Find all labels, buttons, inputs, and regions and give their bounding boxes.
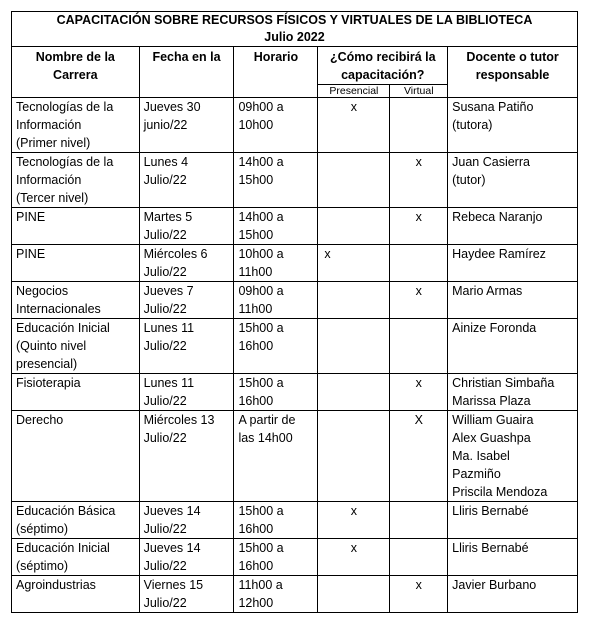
- cell-docente: Haydee Ramírez: [448, 245, 578, 282]
- cell-fecha: Jueves 30 junio/22: [139, 98, 234, 153]
- header-fecha: Fecha en la: [139, 47, 234, 98]
- header-presencial: Presencial: [318, 85, 390, 98]
- cell-virtual-mark: x: [390, 282, 448, 319]
- cell-presencial-mark: [318, 208, 390, 245]
- cell-presencial-mark: x: [318, 502, 390, 539]
- cell-virtual-mark: x: [390, 374, 448, 411]
- cell-fecha: Lunes 11 Julio/22: [139, 374, 234, 411]
- cell-carrera: Agroindustrias: [12, 576, 140, 613]
- table-row: [12, 245, 578, 282]
- document-page: [11, 11, 578, 613]
- table-row: [12, 502, 578, 539]
- cell-docente: Lliris Bernabé: [448, 502, 578, 539]
- cell-horario: 11h00 a 12h00: [234, 576, 318, 613]
- cell-presencial-mark: x: [318, 98, 390, 153]
- cell-horario: 15h00 a 16h00: [234, 319, 318, 374]
- cell-fecha: Jueves 14 Julio/22: [139, 502, 234, 539]
- cell-carrera: Educación Inicial (Quinto nivel presencial): [12, 319, 140, 374]
- cell-carrera: Tecnologías de la Información (Tercer nivel): [12, 153, 140, 208]
- cell-docente: William Guaira Alex Guashpa Ma. Isabel Pazmiño Priscila Mendoza: [448, 411, 578, 502]
- cell-docente: Mario Armas: [448, 282, 578, 319]
- table-row: [12, 319, 578, 374]
- cell-presencial-mark: [318, 411, 390, 502]
- cell-presencial-mark: x: [318, 539, 390, 576]
- title-line-1: CAPACITACIÓN SOBRE RECURSOS FÍSICOS Y VIRTUALES DE LA BIBLIOTECA: [56, 13, 533, 27]
- cell-presencial-mark: [318, 153, 390, 208]
- cell-fecha: Lunes 4 Julio/22: [139, 153, 234, 208]
- cell-fecha: Miércoles 13 Julio/22: [139, 411, 234, 502]
- cell-presencial-mark: [318, 319, 390, 374]
- cell-horario: 09h00 a 10h00: [234, 98, 318, 153]
- cell-horario: A partir de las 14h00: [234, 411, 318, 502]
- cell-carrera: Fisioterapia: [12, 374, 140, 411]
- cell-virtual-mark: [390, 98, 448, 153]
- cell-fecha: Martes 5 Julio/22: [139, 208, 234, 245]
- header-horario: Horario: [234, 47, 318, 98]
- cell-docente: Rebeca Naranjo: [448, 208, 578, 245]
- cell-docente: Javier Burbano: [448, 576, 578, 613]
- title-row: [12, 12, 578, 47]
- cell-presencial-mark: [318, 576, 390, 613]
- cell-virtual-mark: [390, 319, 448, 374]
- cell-docente: Lliris Bernabé: [448, 539, 578, 576]
- cell-horario: 09h00 a 11h00: [234, 282, 318, 319]
- cell-carrera: Educación Básica (séptimo): [12, 502, 140, 539]
- cell-horario: 15h00 a 16h00: [234, 539, 318, 576]
- cell-carrera: Tecnologías de la Información (Primer nivel): [12, 98, 140, 153]
- header-modalidad: ¿Cómo recibirá la capacitación?: [318, 47, 448, 85]
- cell-virtual-mark: x: [390, 153, 448, 208]
- cell-docente: Susana Patiño (tutora): [448, 98, 578, 153]
- cell-virtual-mark: [390, 502, 448, 539]
- cell-horario: 14h00 a 15h00: [234, 208, 318, 245]
- table-row: [12, 208, 578, 245]
- header-virtual: Virtual: [390, 85, 448, 98]
- cell-carrera: PINE: [12, 208, 140, 245]
- cell-carrera: PINE: [12, 245, 140, 282]
- table-row: [12, 411, 578, 502]
- cell-virtual-mark: [390, 539, 448, 576]
- cell-docente: Juan Casierra (tutor): [448, 153, 578, 208]
- cell-horario: 10h00 a 11h00: [234, 245, 318, 282]
- cell-docente: Ainize Foronda: [448, 319, 578, 374]
- cell-virtual-mark: [390, 245, 448, 282]
- cell-carrera: Educación Inicial (séptimo): [12, 539, 140, 576]
- table-row: [12, 576, 578, 613]
- cell-virtual-mark: x: [390, 576, 448, 613]
- table-row: [12, 539, 578, 576]
- header-docente: Docente o tutor responsable: [448, 47, 578, 98]
- header-carrera: Nombre de la Carrera: [12, 47, 140, 98]
- table-row: [12, 153, 578, 208]
- table-row: [12, 374, 578, 411]
- table-row: [12, 98, 578, 153]
- cell-fecha: Viernes 15 Julio/22: [139, 576, 234, 613]
- cell-presencial-mark: [318, 374, 390, 411]
- cell-carrera: Negocios Internacionales: [12, 282, 140, 319]
- table-body: [12, 98, 578, 613]
- cell-fecha: Jueves 7 Julio/22: [139, 282, 234, 319]
- header-row: [12, 47, 578, 85]
- training-schedule-table: [11, 11, 578, 613]
- cell-horario: 15h00 a 16h00: [234, 502, 318, 539]
- table-row: [12, 282, 578, 319]
- cell-carrera: Derecho: [12, 411, 140, 502]
- cell-fecha: Jueves 14 Julio/22: [139, 539, 234, 576]
- table-title: [12, 12, 578, 47]
- cell-docente: Christian Simbaña Marissa Plaza: [448, 374, 578, 411]
- cell-fecha: Miércoles 6 Julio/22: [139, 245, 234, 282]
- cell-virtual-mark: X: [390, 411, 448, 502]
- title-line-2: Julio 2022: [264, 30, 325, 44]
- cell-horario: 15h00 a 16h00: [234, 374, 318, 411]
- cell-horario: 14h00 a 15h00: [234, 153, 318, 208]
- cell-presencial-mark: [318, 282, 390, 319]
- cell-fecha: Lunes 11 Julio/22: [139, 319, 234, 374]
- cell-presencial-mark: x: [318, 245, 390, 282]
- cell-virtual-mark: x: [390, 208, 448, 245]
